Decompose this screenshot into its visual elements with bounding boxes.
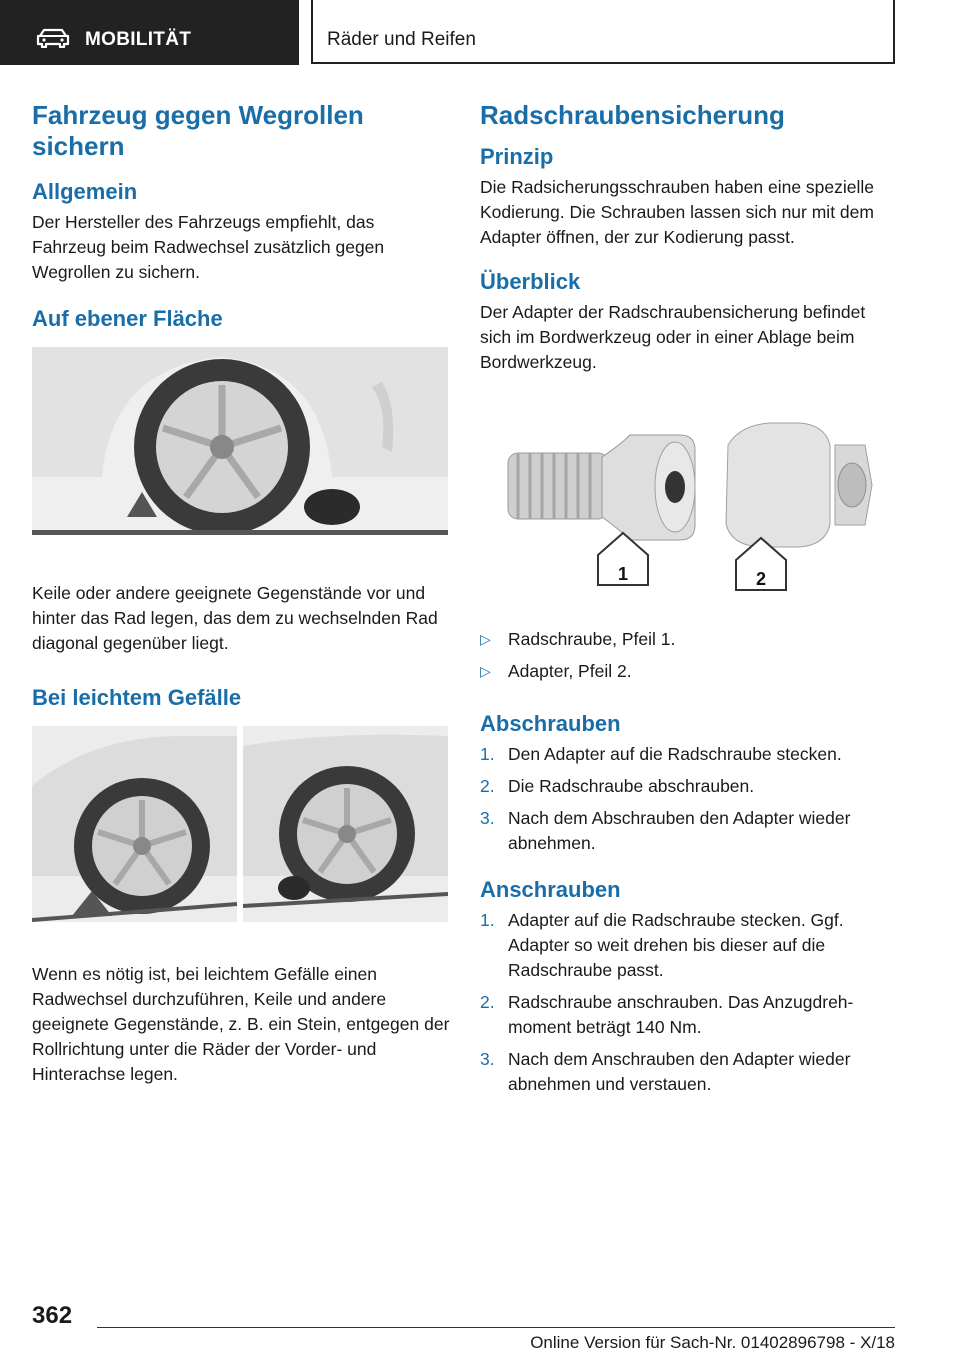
text-gefaelle: Wenn es nötig ist, bei leichtem Gefälle einen Radwechsel durchzuführen, Keile und andere geeignete Gegenstände, z. B. ein Stein, entgegen der Rollrichtung unter die Räder der Vorder- und Hinterachse legen. [32, 964, 450, 1084]
figure-label-2: 2 [755, 569, 767, 589]
list-item: 3. Nach dem Abschrauben den Adapter wieder abnehmen. [480, 808, 851, 853]
heading-ueberblick: Überblick [480, 269, 581, 294]
heading-allgemein: Allgemein [32, 179, 138, 204]
heading-abschrauben: Abschrauben [480, 711, 621, 736]
heading-prinzip: Prinzip [480, 144, 554, 169]
list-item: ▷ Adapter, Pfeil 2. [480, 659, 890, 684]
screw-steps [480, 908, 890, 1097]
chapter-tab [311, 0, 895, 64]
car-icon [36, 28, 70, 48]
heading-radschraubensicherung: Radschraubensicherung [480, 100, 785, 130]
right-column [480, 100, 890, 1104]
triangle-bullet-icon: ▷ [480, 663, 491, 679]
page-number: 362 [32, 1302, 73, 1329]
unscrew-steps [480, 742, 890, 856]
text-ueberblick: Der Adapter der Radschraubensicherung befindet sich im Bordwerkzeug oder in einer Ablage beim Bordwerkzeug. [480, 302, 866, 372]
list-item: 1. Den Adapter auf die Radschraube stecken. [480, 744, 842, 764]
figure-label-1: 1 [617, 564, 629, 584]
heading-gefaelle: Bei leichtem Gefälle [32, 685, 242, 710]
left-column [32, 100, 452, 1087]
text-prinzip: Die Radsicherungsschrauben haben eine spezielle Kodierung. Die Schrauben lassen sich nur mit dem Adapter öffnen, der zur Kodierung passt. [480, 177, 875, 247]
footer-text: Online Version für Sach-Nr. 01402896798 - X/18 [530, 1333, 895, 1352]
list-item: 2. Radschraube anschrauben. Das Anzugdrehmoment beträgt 140 Nm. [480, 992, 854, 1037]
list-item: 1. Adapter auf die Radschraube stecken. Ggf. Adapter so weit drehen bis dieser auf die Radschraube passt. [480, 910, 844, 980]
text-ebene-flaeche: Keile oder andere geeignete Gegenstände vor und hinter das Rad legen, das dem zu wechselnden Rad diagonal gegenüber liegt. [32, 583, 438, 653]
figure-wheel-flat [32, 347, 448, 535]
list-item: 3. Nach dem Anschrauben den Adapter wieder abnehmen und verstauen. [480, 1049, 851, 1094]
figure-bolt-adapter [480, 405, 890, 605]
list-item: 2. Die Radschraube abschrauben. [480, 776, 755, 796]
section-title: MOBILITÄT [85, 29, 192, 50]
figure-wheels-slope [32, 726, 448, 922]
chapter-title: Räder und Reifen [327, 29, 476, 50]
overview-list [480, 627, 890, 684]
list-item: ▷ Radschraube, Pfeil 1. [480, 627, 890, 652]
section-tab [0, 0, 299, 65]
text-allgemein: Der Hersteller des Fahrzeugs empfiehlt, das Fahrzeug beim Radwechsel zusätzlich gegen Wegrollen zu sichern. [32, 212, 385, 282]
triangle-bullet-icon: ▷ [480, 631, 491, 647]
heading-anschrauben: Anschrauben [480, 877, 621, 902]
heading-wegrollen: Fahrzeug gegen Wegrollen sichern [32, 100, 364, 161]
footer-divider [97, 1327, 895, 1328]
heading-ebene-flaeche: Auf ebener Fläche [32, 306, 223, 331]
